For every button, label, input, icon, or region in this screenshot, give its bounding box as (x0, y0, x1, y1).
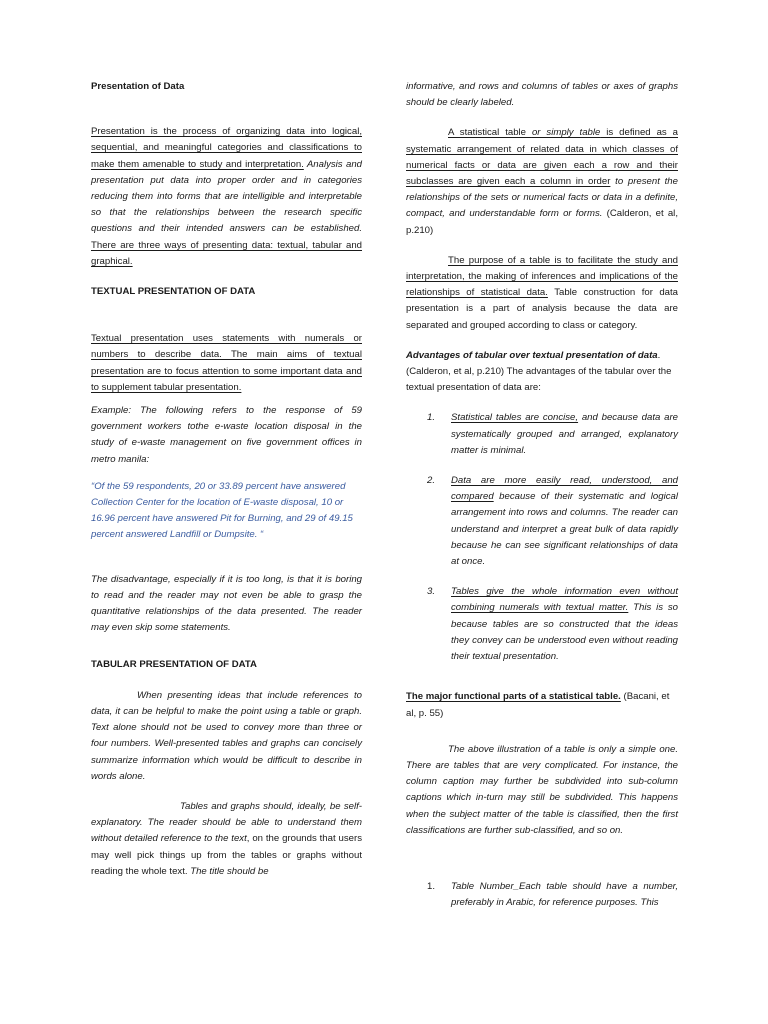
list-item-text: Table Number_Each table should have a number, preferably in Arabic, for reference purposes. This (451, 880, 678, 909)
text-run: The major functional parts of a statistical table. (406, 691, 621, 703)
text-run: Presentation is the process of organizing data into logical, sequential, and meaningful categories and classifications to make them amenable to study and interpretation. (91, 126, 362, 170)
tabular-heading: TABULAR PRESENTATION OF DATA (91, 659, 257, 671)
text-run: . (Calderon, et al, p.210) The advantages of the tabular over the textual presentation of data are: (406, 349, 672, 394)
text-run: Advantages of tabular over textual presentation of data (406, 349, 658, 361)
text-run: Table construction for data presentation is a part of analysis because the data are separated and grouped according to class or category. (406, 287, 678, 331)
list-item (406, 584, 678, 665)
right-column (406, 79, 678, 911)
text-run: This is so because tables are so constructed that the ideas they convey can be understood even without reading their textual presentation. (451, 602, 678, 663)
tabular-paragraph-2 (91, 799, 362, 880)
text-run: There are three ways of presenting data: textual, tabular and graphical. (91, 239, 362, 267)
major-parts-heading (406, 689, 678, 721)
text-run: Tables give the whole information even without combining numerals with textual matter. (451, 586, 678, 614)
text-run: Data are more easily read, understood, and compared (451, 475, 678, 503)
textual-definition: Textual presentation uses statements with numerals or numbers to describe data. The main aims of textual presentation are to focus attention to some important data and to supplement tabular presentation. (91, 333, 362, 393)
text-run: to present the relationships of the sets or numerical facts or data in a definite, compact, and understandable form or forms. (406, 176, 678, 220)
text-run: The purpose of a table is to facilitate the study and interpretation, the making of inferences and implications of the relationships of statistical data. (406, 254, 678, 299)
purpose-paragraph (406, 253, 678, 334)
text-run: Statistical tables are concise, (451, 412, 579, 424)
statistical-table-definition (406, 125, 678, 238)
continued-paragraph: informative, and rows and columns of tables or axes of graphs should be clearly labeled. (406, 81, 678, 109)
list-number: 1. (427, 412, 436, 424)
illustration-paragraph: The above illustration of a table is only a simple one. There are tables that are very complicated. For instance, the column caption may further be subdivided into sub-column captions which in-turn may still be subdivided. This happens when the subject matter of the table is classified, then the first classifications are further sub-classified, and so on. (406, 743, 678, 836)
list-item (406, 879, 678, 911)
list-item (406, 473, 678, 570)
list-item-text (451, 410, 678, 459)
table-parts-list (406, 879, 678, 911)
list-number: 3. (427, 586, 436, 598)
advantages-list (406, 410, 678, 665)
text-run: or simply table (531, 127, 601, 139)
text-run: A statistical table (448, 127, 532, 139)
list-item-text (451, 473, 678, 570)
text-run: Tables and graphs should, ideally, be self-explanatory. The reader should be able to understand them without detailed reference to the text (91, 800, 362, 845)
text-run: The title should be (190, 865, 269, 877)
list-item (406, 410, 678, 459)
text-run: (Calderon, et al, p.210) (406, 208, 678, 236)
text-run: (Bacani, et al, p. 55) (406, 691, 670, 719)
textual-heading: TEXTUAL PRESENTATION OF DATA (91, 286, 256, 298)
disadvantage-paragraph: The disadvantage, especially if it is too long, is that it is boring to read and the reader may not even be able to grasp the quantitative relationships of the data presented. The reader may even skip some statements. (91, 573, 362, 634)
left-column (91, 79, 362, 880)
document-title: Presentation of Data (91, 81, 185, 92)
text-run: , on the grounds that users may well pick things up from the tables or graphs without reading the whole text. (91, 833, 362, 877)
text-run: is defined as a systematic arrangement of related data in which classes of numerical facts or data are given each a row and their subclasses are given each a column in order (406, 127, 678, 188)
list-number: 1. (427, 880, 436, 892)
intro-paragraph (91, 124, 362, 270)
text-run: Analysis and presentation put data into proper order and in categories reducing them into forms that are intelligible and interpretable so that the relationships between the research specific questions and their intended answers can be established. (91, 158, 362, 235)
text-run: because of their systematic and logical arrangement into rows and columns. The reader can understand and interpret a great bulk of data rapidly because he can see significant relationships of data at once. (451, 491, 678, 568)
example-paragraph: Example: The following refers to the response of 59 government workers tothe e-waste location disposal in the study of e-waste management on five government offices in metro manila: (91, 405, 362, 465)
advantages-intro (406, 348, 678, 397)
tabular-paragraph-1: When presenting ideas that include references to data, it can be helpful to make the point using a table or graph. Text alone should not be used to convey more than three or four numbers. Well-presented tables and graphs can concisely summarize information which would be difficult to describe in words alone. (91, 689, 362, 782)
example-quote: “Of the 59 respondents, 20 or 33.89 percent have answered Collection Center for the location of E-waste disposal, 10 or 16.96 percent have answered Pit for Burning, and 29 of 49.15 percent answered Landfill or Dumpsite. “ (91, 480, 353, 541)
list-item-text (451, 584, 678, 665)
text-run: and because data are systematically grouped and arranged, explanatory matter is minimal. (451, 412, 678, 456)
list-number: 2. (427, 475, 436, 487)
